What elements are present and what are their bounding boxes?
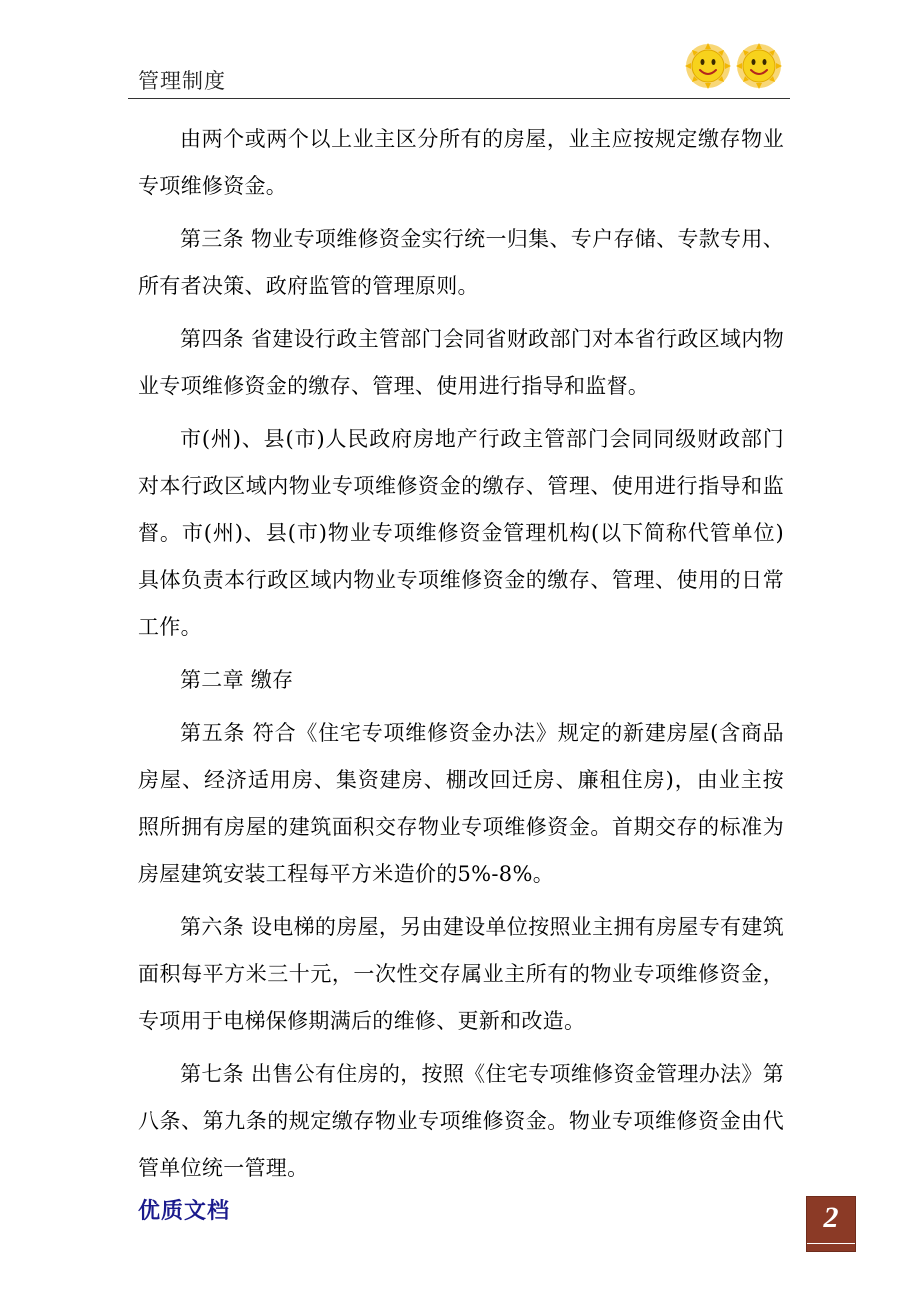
footer-label: 优质文档 (138, 1198, 231, 1224)
header-title: 管理制度 (138, 69, 226, 93)
page-number: 2 (823, 1201, 839, 1234)
article-5-paragraph: 第五条 符合《住宅专项维修资金办法》规定的新建房屋(含商品房屋、经济适用房、集资建房、棚改回迁房、廉租住房)，由业主按照所拥有房屋的建筑面积交存物业专项维修资金。首期交存的标准为房屋建筑安装工程每平方米造价的5%-8%。 (138, 721, 784, 886)
article-4-paragraph: 第四条 省建设行政主管部门会同省财政部门对本省行政区域内物业专项维修资金的缴存、管理、使用进行指导和监督。 (138, 327, 784, 398)
paragraph: 由两个或两个以上业主区分所有的房屋，业主应按规定缴存物业专项维修资金。 (138, 127, 784, 198)
smiley-sun-icon (685, 43, 731, 89)
header-divider (128, 98, 790, 99)
chapter-heading: 第二章 缴存 (180, 668, 294, 692)
smiley-sun-icon (736, 43, 782, 89)
article-6-paragraph: 第六条 设电梯的房屋，另由建设单位按照业主拥有房屋专有建筑面积每平方米三十元，一次性交存属业主所有的物业专项维修资金，专项用于电梯保修期满后的维修、更新和改造。 (138, 915, 784, 1033)
paragraph: 市(州)、县(市)人民政府房地产行政主管部门会同同级财政部门对本行政区域内物业专项维修资金的缴存、管理、使用进行指导和监督。市(州)、县(市)物业专项维修资金管理机构(以下简称代管单位)具体负责本行政区域内物业专项维修资金的缴存、管理、使用的日常工作。 (138, 427, 784, 639)
document-body (138, 116, 784, 1198)
article-3-paragraph: 第三条 物业专项维修资金实行统一归集、专户存储、专款专用、所有者决策、政府监管的管理原则。 (138, 227, 784, 298)
header-decoration (684, 42, 784, 92)
page-number-badge (806, 1196, 856, 1252)
article-7-paragraph: 第七条 出售公有住房的，按照《住宅专项维修资金管理办法》第八条、第九条的规定缴存物业专项维修资金。物业专项维修资金由代管单位统一管理。 (138, 1062, 784, 1180)
